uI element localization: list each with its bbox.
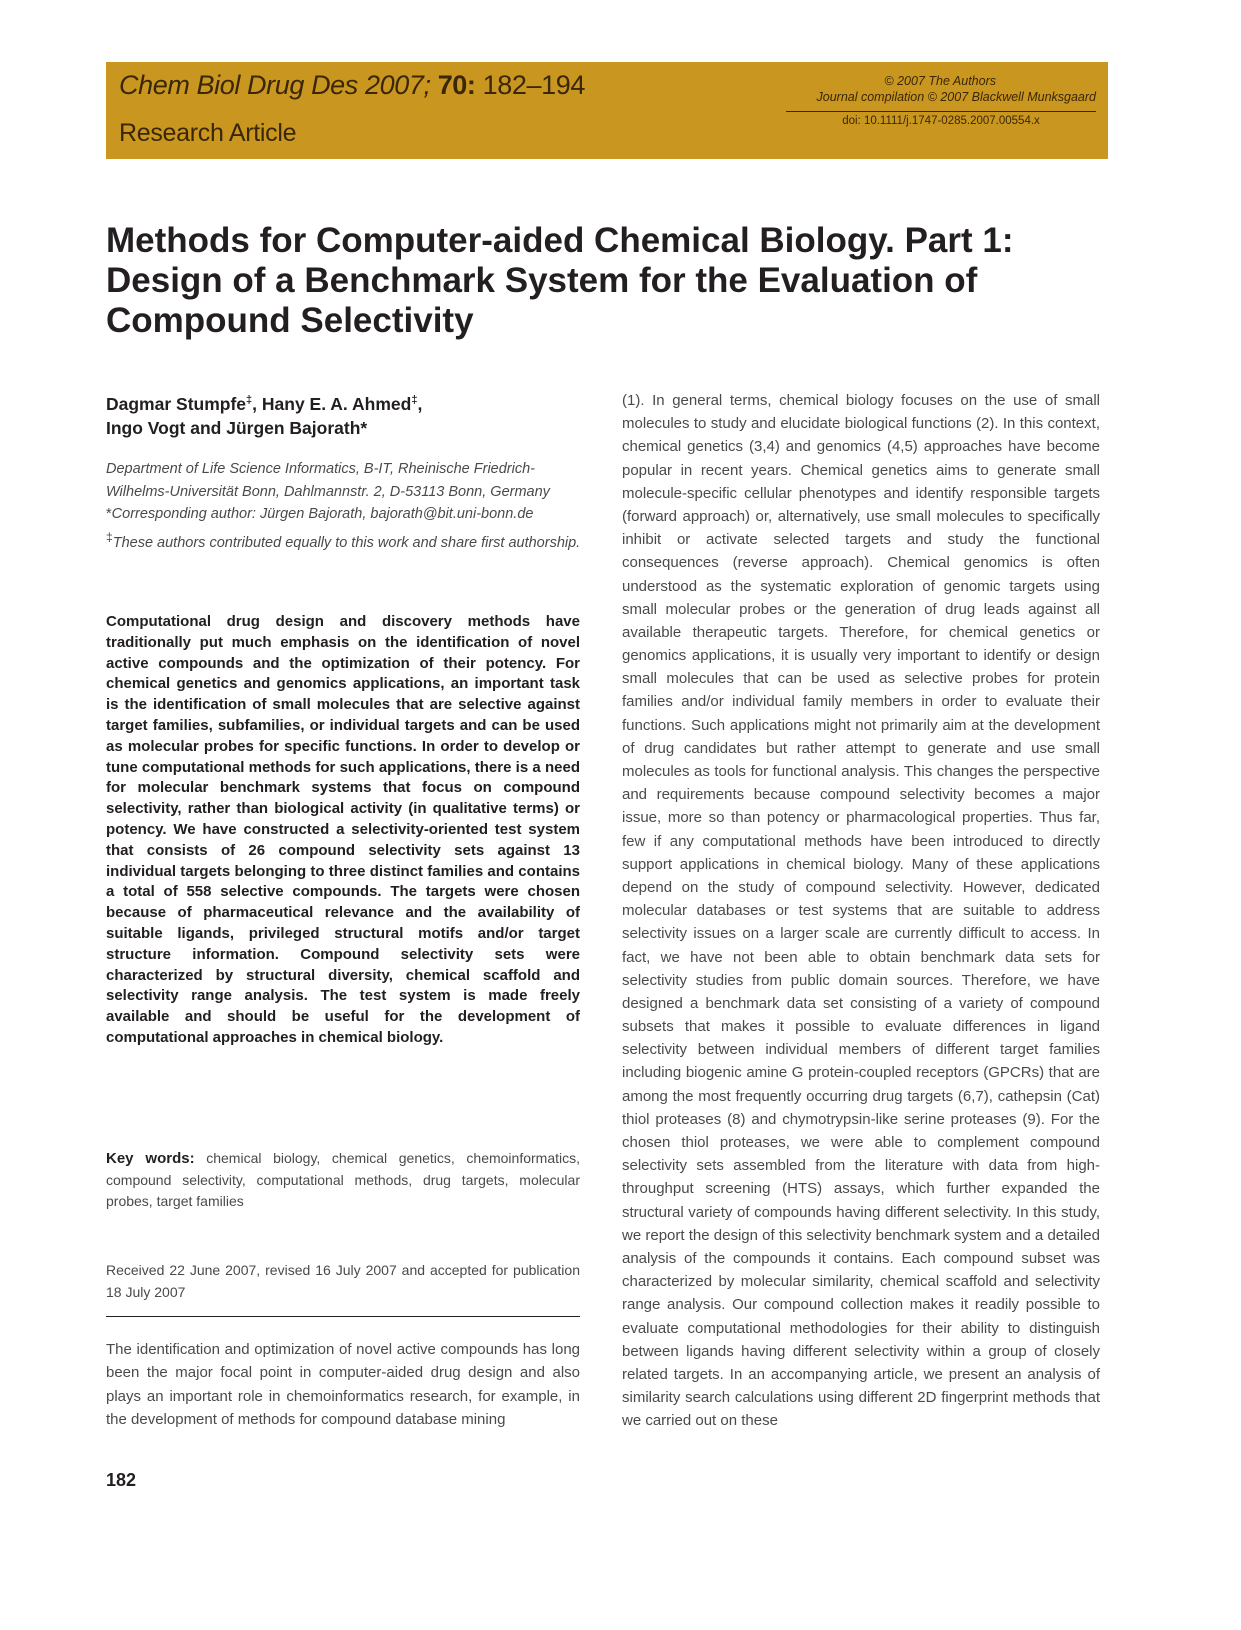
journal-header-banner <box>106 62 1108 159</box>
abstract: Computational drug design and discovery methods have traditionally put much emphasis on the identification of novel active compounds and the optimization of their potency. For chemical genetics and genomics applications, an important task is the identification of small molecules that are selective against target families, subfamilies, or individual targets and can be used as molecular probes for specific functions. In order to develop or tune computational methods for such applications, there is a need for molecular benchmark systems that focus on compound selectivity, rather than biological activity (in qualitative terms) or potency. We have constructed a selectivity-oriented test system that consists of 26 compound selectivity sets against 13 individual targets belonging to three distinct families and contains a total of 558 selective compounds. The targets were chosen because of pharmaceutical relevance and the availability of suitable ligands, privileged structural motifs and/or target structure information. Compound selectivity sets were characterized by structural diversity, chemical scaffold and selectivity range analysis. The test system is made freely available and should be useful for the development of computational approaches in chemical biology. <box>106 613 580 1046</box>
keywords-text: chemical biology, chemical genetics, chemoinformatics, compound selectivity, computational methods, drug targets, molecular probes, target families <box>106 1150 581 1209</box>
author-name: Hany E. A. Ahmed <box>261 393 412 414</box>
equal-contribution-mark: ‡ <box>246 394 253 406</box>
author-name: Ingo Vogt and Jürgen Bajorath* <box>106 417 368 438</box>
author-name: Dagmar Stumpfe <box>106 393 247 414</box>
affiliations <box>106 458 586 554</box>
corresponding-mark: * <box>106 506 112 522</box>
section-divider <box>106 1316 580 1317</box>
doi-link[interactable]: doi: 10.1111/j.1747-0285.2007.00554.x <box>786 111 1096 127</box>
body-text-right-column: (1). In general terms, chemical biology focuses on the use of small molecules to study and elucidate biological functions (2). In this context, chemical genetics (3,4) and genomics (4,5) approaches have become popular in recent years. Chemical genetics aims to generate small molecule-specific cellular phenotypes and identify responsible targets (forward approach) or, alternatively, use small molecules to specifically inhibit or activate selected targets and study the functional consequences (reverse approach). Chemical genomics is often understood as the systematic exploration of genomic targets using small molecular probes or the generation of drug leads against all available therapeutic targets. Therefore, for chemical genetics or genomics applications, it is usually very important to identify or design small molecules that can be used as selective probes for protein families and/or individual family members in order to evaluate their functions. Such applications might not primarily aim at the development of drug candidates but rather attempt to generate and use small molecules as tools for functional analysis. This changes the perspective and requirements because compound selectivity becomes a major issue, more so than potency or pharmacological properties. Thus far, few if any computational methods have been introduced to directly support applications in chemical biology. Many of these applications depend on the study of compound selectivity. However, dedicated molecular databases or test systems that are suitable to address selectivity issues on a larger scale are currently difficult to access. In fact, we have not been able to obtain benchmark data sets for selectivity studies from public domain sources. Therefore, we have designed a benchmark data set consisting of a variety of compound subsets that makes it possible to evaluate differences in ligand selectivity between individual members of different target families including biogenic amine G protein-coupled receptors (GPCRs) that are among the most frequently occurring drug targets (6,7), cathepsin (Cat) thiol proteases (8) and chymotrypsin-like serine proteases (9). For the chosen thiol proteases, we were able to complement compound selectivity sets assembled from the literature with data from high-throughput screening (HTS) assays, which further expanded the structural variety of compounds having different selectivity. In this study, we report the design of this selectivity benchmark system and a detailed analysis of the compounds it contains. Each compound subset was characterized by molecular similarity, chemical scaffold and selectivity range analysis. Our compound collection makes it readily possible to evaluate computational methodologies for their ability to distinguish between ligands having different selectivity within a group of closely related targets. In an accompanying article, we present an analysis of similarity search calculations using different 2D fingerprint methods that we carried out on these <box>622 392 1100 1430</box>
journal-volume: 70: <box>437 70 476 100</box>
keywords-label: Key words: <box>106 1150 195 1167</box>
copyright-compilation: Journal compilation © 2007 Blackwell Munksgaard <box>816 90 1096 104</box>
received-dates: Received 22 June 2007, revised 16 July 2007 and accepted for publication 18 July 2007 <box>106 1262 580 1300</box>
equal-mark: ‡ <box>106 529 113 544</box>
affiliation-department: Department of Life Science Informatics, B-IT, Rheinische Friedrich-Wilhelms-Universität Bonn, Dahlmannstr. 2, D-53113 Bonn, Germany <box>106 461 550 500</box>
article-type: Research Article <box>119 119 297 147</box>
journal-year: 2007; <box>365 70 431 100</box>
equal-contribution-text: These authors contributed equally to this work and share first authorship. <box>112 534 581 551</box>
corresponding-author-note <box>106 503 586 526</box>
keywords <box>106 1148 580 1213</box>
author-list: Dagmar Stumpfe‡, Hany E. A. Ahmed‡, Ingo Vogt and Jürgen Bajorath* <box>106 393 423 438</box>
corresponding-author-text: Corresponding author: Jürgen Bajorath, bajorath@bit.uni-bonn.de <box>111 506 534 522</box>
journal-citation <box>119 70 585 101</box>
body-text-left-column: The identification and optimization of novel active compounds has long been the major focal point in computer-aided drug design and also plays an important role in chemoinformatics research, for example, in the development of methods for compound database mining <box>106 1341 580 1428</box>
copyright-notice <box>776 73 1096 105</box>
page-number: 182 <box>106 1470 137 1490</box>
equal-contribution-mark: ‡ <box>411 394 418 406</box>
equal-contribution-note <box>106 526 586 554</box>
journal-name: Chem Biol Drug Des <box>119 70 358 100</box>
journal-pages: 182–194 <box>482 70 585 100</box>
article-title: Methods for Computer-aided Chemical Biology. Part 1: Design of a Benchmark System for the Evaluation of Compound Selectivity <box>106 221 1014 340</box>
copyright-authors: © 2007 The Authors <box>884 74 996 88</box>
